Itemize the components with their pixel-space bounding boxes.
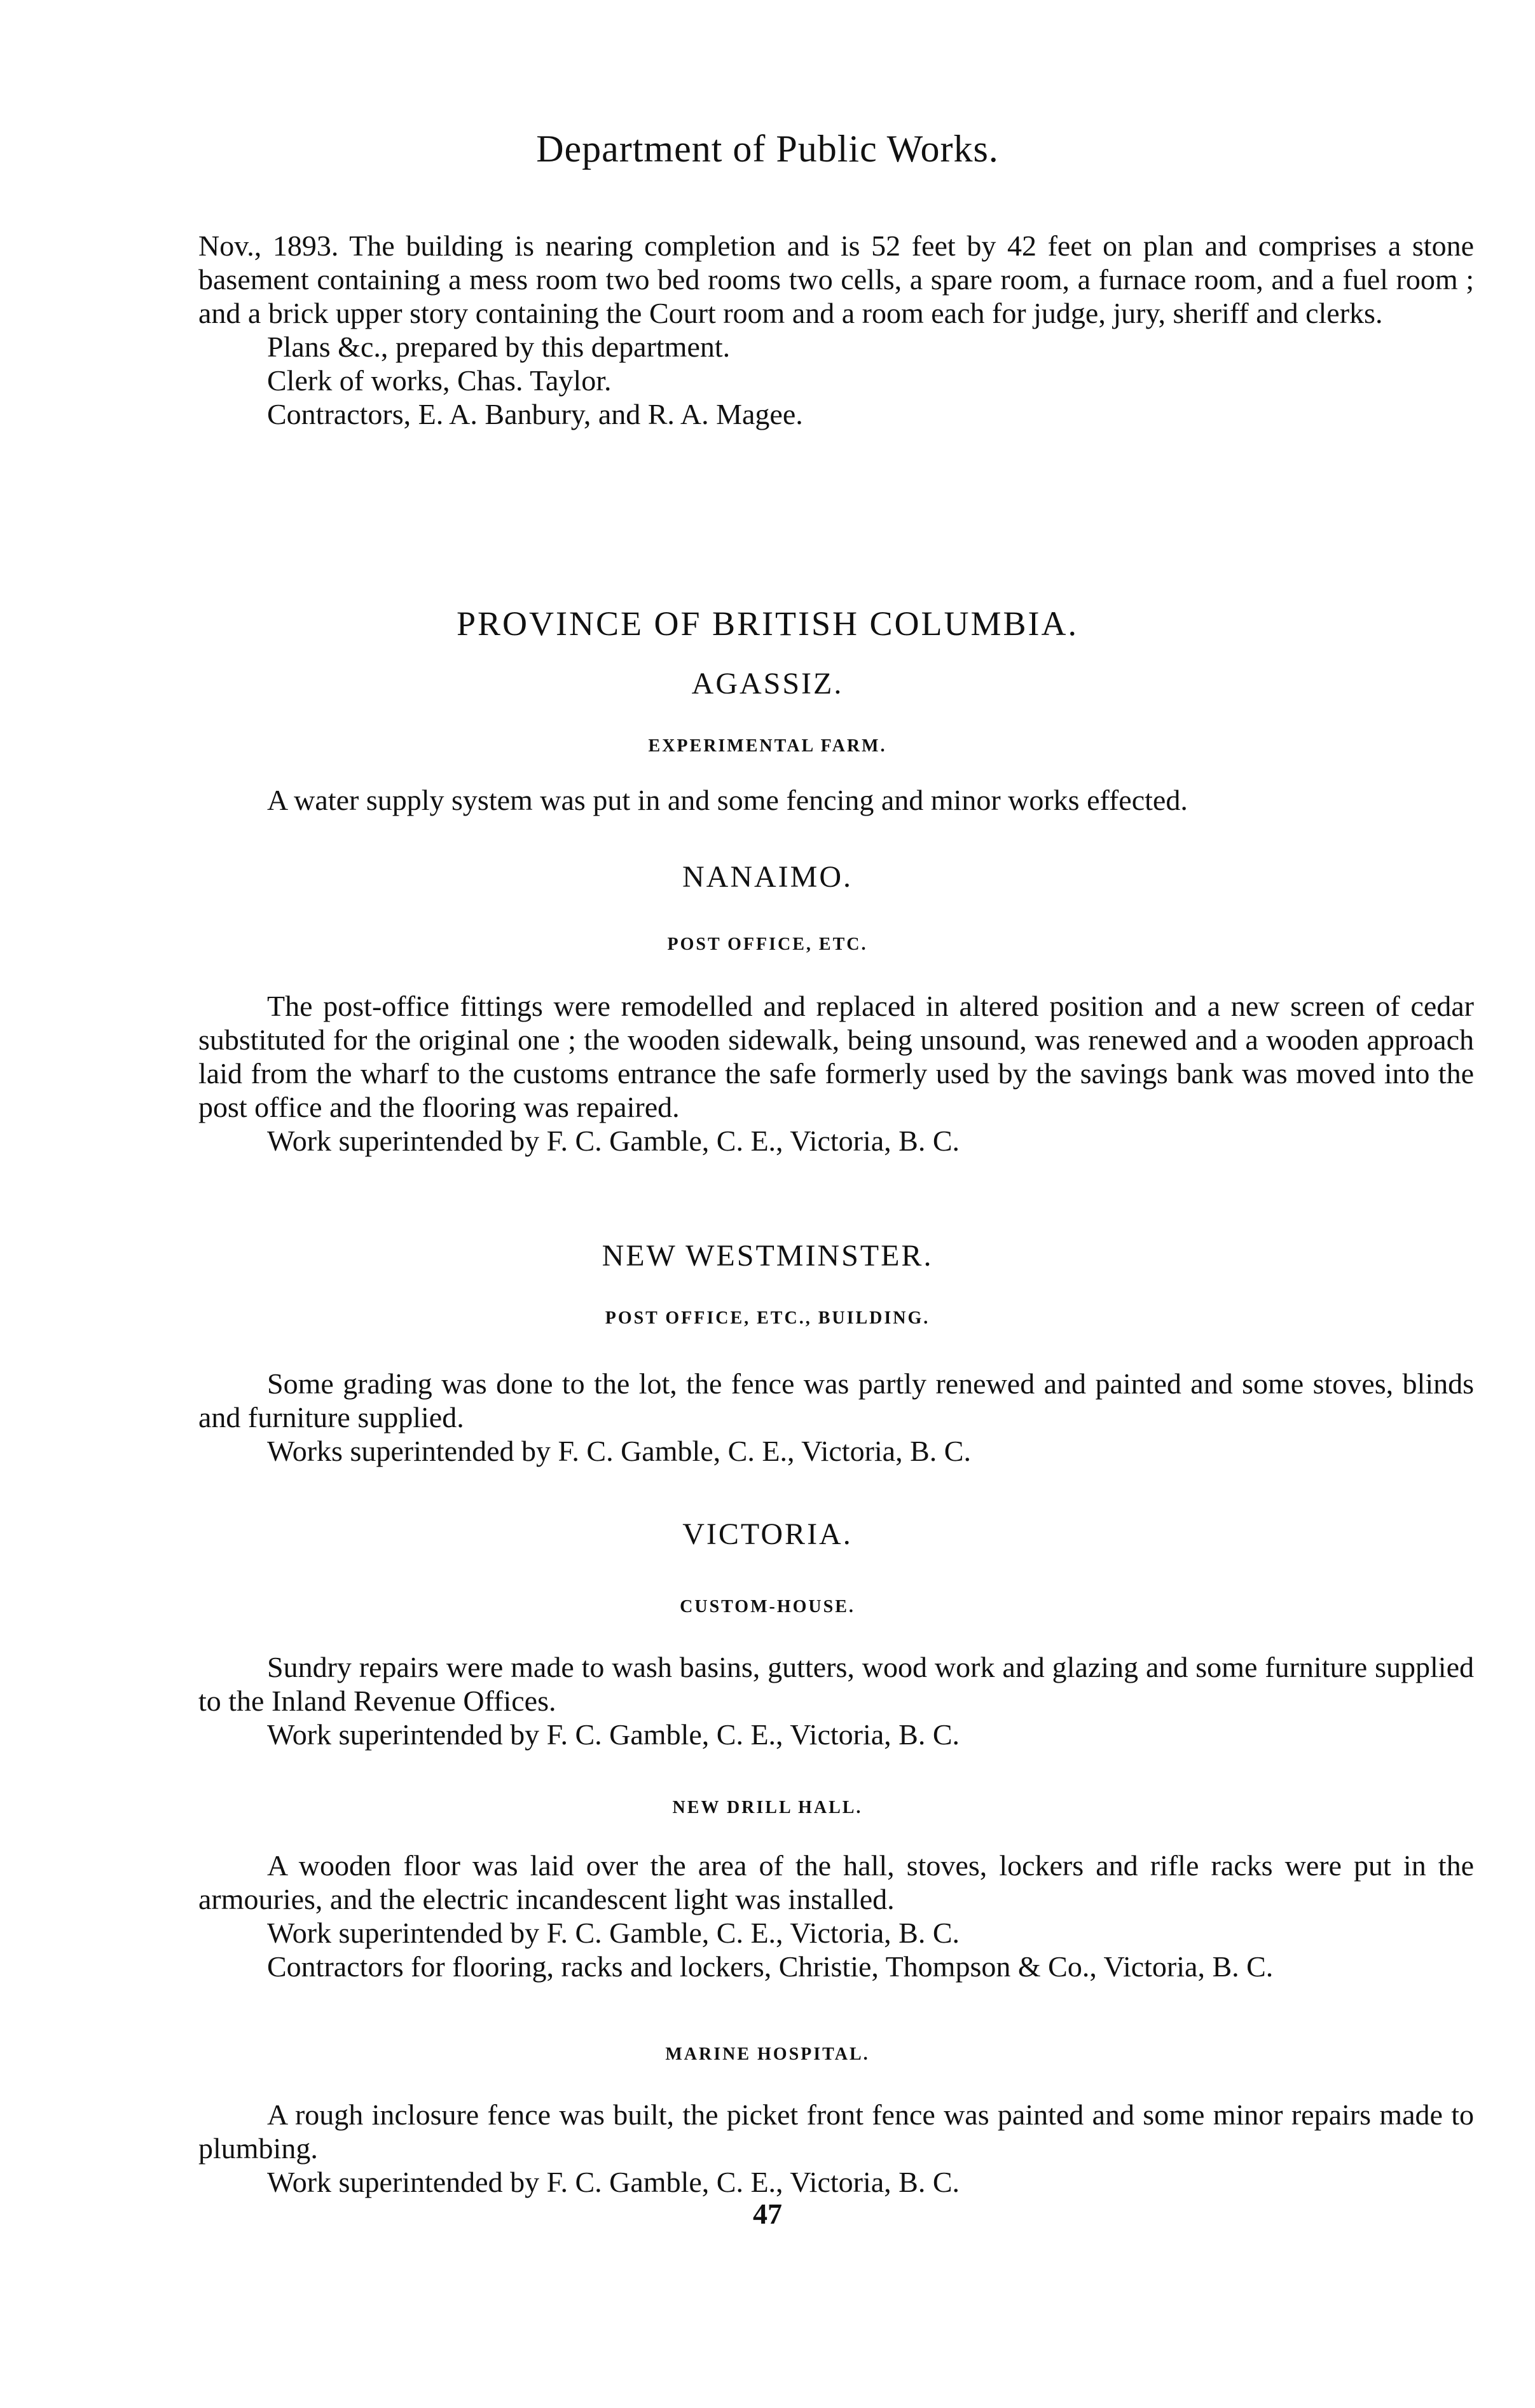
custom-house-subtitle: CUSTOM-HOUSE. (680, 1597, 855, 1617)
intro-clerk: Clerk of works, Chas. Taylor. (267, 364, 612, 397)
marine-hospital-block (198, 2098, 1474, 2199)
drill-hall-contractors: Contractors for flooring, racks and lockers, Christie, Thompson & Co., Victoria, B. C. (267, 1950, 1274, 1983)
agassiz-subtitle: EXPERIMENTAL FARM. (648, 736, 887, 756)
marine-hospital-work: Work superintended by F. C. Gamble, C. E., Victoria, B. C. (267, 2166, 960, 2198)
new-westminster-subtitle: POST OFFICE, ETC., BUILDING. (605, 1308, 930, 1328)
nanaimo-title: NANAIMO. (682, 860, 853, 894)
custom-house-block (198, 1650, 1474, 1751)
drill-hall-text: A wooden floor was laid over the area of the hall, stoves, lockers and rifle racks were put in the armouries, and the electric incandescent light was installed. (198, 1849, 1474, 1915)
province-title: PROVINCE OF BRITISH COLUMBIA. (456, 605, 1079, 643)
agassiz-title: AGASSIZ. (691, 667, 844, 701)
drill-hall-work: Work superintended by F. C. Gamble, C. E., Victoria, B. C. (267, 1917, 960, 1949)
victoria-title: VICTORIA. (682, 1517, 853, 1551)
nanaimo-block (198, 989, 1474, 1158)
new-westminster-title: NEW WESTMINSTER. (602, 1239, 933, 1273)
drill-hall-subtitle: NEW DRILL HALL. (672, 1798, 863, 1817)
running-header: Department of Public Works. (536, 128, 999, 170)
intro-plans: Plans &c., prepared by this department. (267, 331, 731, 363)
drill-hall-block (198, 1849, 1474, 1983)
new-westminster-work: Works superintended by F. C. Gamble, C. E., Victoria, B. C. (267, 1435, 971, 1467)
intro-paragraph: Nov., 1893. The building is nearing completion and is 52 feet by 42 feet on plan and comprises a stone basement containing a mess room two bed rooms two cells, a spare room, a furnace room, and a fuel room ; and a brick upper story containing the Court room and a room each for judge, jury, sheriff and clerks. (198, 229, 1474, 329)
custom-house-text: Sundry repairs were made to wash basins, gutters, wood work and glazing and some furniture supplied to the Inland Revenue Offices. (198, 1651, 1474, 1717)
nanaimo-text: The post-office fittings were remodelled and replaced in altered position and a new screen of cedar substituted for the original one ; the wooden sidewalk, being unsound, was renewed and a wooden approach laid from the wharf to the customs entrance the safe formerly used by the savings bank was moved into the post office and the flooring was repaired. (198, 990, 1474, 1123)
nanaimo-subtitle: POST OFFICE, ETC. (667, 934, 868, 954)
marine-hospital-subtitle: MARINE HOSPITAL. (665, 2044, 870, 2064)
marine-hospital-text: A rough inclosure fence was built, the picket front fence was painted and some minor repairs made to plumbing. (198, 2098, 1474, 2165)
page-number: 47 (753, 2198, 782, 2230)
nanaimo-work: Work superintended by F. C. Gamble, C. E., Victoria, B. C. (267, 1125, 960, 1157)
agassiz-text: A water supply system was put in and some fencing and minor works effected. (267, 784, 1188, 816)
new-westminster-block (198, 1367, 1474, 1468)
intro-block (198, 229, 1474, 431)
custom-house-work: Work superintended by F. C. Gamble, C. E., Victoria, B. C. (267, 1718, 960, 1751)
intro-contractors: Contractors, E. A. Banbury, and R. A. Magee. (267, 398, 803, 430)
new-westminster-text: Some grading was done to the lot, the fence was partly renewed and painted and some stoves, blinds and furniture supplied. (198, 1367, 1474, 1433)
